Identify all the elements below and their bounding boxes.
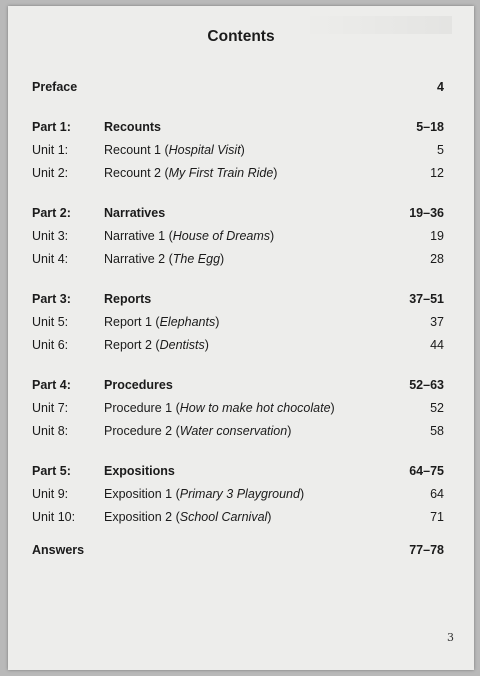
unit-topic: School Carnival — [179, 510, 268, 524]
unit-topic: Dentists — [159, 338, 205, 352]
unit-page: 58 — [430, 424, 444, 438]
unit-label: Unit 4: — [32, 252, 69, 266]
unit-topic: Primary 3 Playground — [179, 487, 300, 501]
unit-title: Procedure 1 (How to make hot chocolate) — [104, 401, 335, 415]
unit-topic: Elephants — [159, 315, 216, 329]
toc-unit-row — [32, 162, 444, 185]
page-number: 3 — [447, 631, 454, 644]
part-label: Part 5: — [32, 464, 71, 478]
unit-title: Narrative 2 (The Egg) — [104, 252, 225, 266]
unit-title-prefix: Report 2 — [104, 338, 156, 352]
unit-title-prefix: Recount 2 — [104, 166, 165, 180]
unit-label: Unit 8: — [32, 424, 69, 438]
unit-title: Recount 2 (My First Train Ride) — [104, 166, 278, 180]
unit-topic: How to make hot chocolate — [179, 401, 331, 415]
unit-page: 12 — [430, 166, 444, 180]
unit-label: Unit 1: — [32, 143, 69, 157]
preface-page: 4 — [437, 80, 444, 94]
unit-topic: Hospital Visit — [168, 143, 241, 157]
part-title: Procedures — [104, 378, 173, 392]
toc-unit-row — [32, 397, 444, 420]
unit-page: 19 — [430, 229, 444, 243]
unit-title: Report 2 (Dentists) — [104, 338, 209, 352]
part-pages: 64–75 — [409, 464, 444, 478]
answers-pages: 77–78 — [409, 543, 444, 557]
unit-page: 64 — [430, 487, 444, 501]
part-pages: 19–36 — [409, 206, 444, 220]
unit-title-prefix: Exposition 2 — [104, 510, 176, 524]
unit-page: 28 — [430, 252, 444, 266]
toc-answers-row — [32, 539, 444, 562]
unit-title-prefix: Procedure 2 — [104, 424, 176, 438]
part-title: Reports — [104, 292, 152, 306]
unit-label: Unit 3: — [32, 229, 69, 243]
toc-part-row — [32, 460, 444, 483]
toc-unit-row — [32, 483, 444, 506]
unit-label: Unit 5: — [32, 315, 69, 329]
unit-title: Report 1 (Elephants) — [104, 315, 220, 329]
part-label: Part 3: — [32, 292, 71, 306]
toc-part-row — [32, 116, 444, 139]
toc-unit-row — [32, 311, 444, 334]
unit-title: Recount 1 (Hospital Visit) — [104, 143, 245, 157]
unit-topic: The Egg — [172, 252, 221, 266]
unit-title-prefix: Recount 1 — [104, 143, 165, 157]
unit-label: Unit 7: — [32, 401, 69, 415]
unit-title-prefix: Procedure 1 — [104, 401, 176, 415]
part-title: Expositions — [104, 464, 175, 478]
unit-label: Unit 6: — [32, 338, 69, 352]
toc-unit-row — [32, 506, 444, 529]
unit-page: 71 — [430, 510, 444, 524]
toc-parts — [32, 116, 444, 529]
unit-title-prefix: Exposition 1 — [104, 487, 176, 501]
part-title: Narratives — [104, 206, 166, 220]
toc-unit-row — [32, 139, 444, 162]
part-label: Part 2: — [32, 206, 71, 220]
toc-unit-row — [32, 225, 444, 248]
toc-unit-row — [32, 248, 444, 271]
unit-page: 44 — [430, 338, 444, 352]
unit-page: 52 — [430, 401, 444, 415]
part-pages: 52–63 — [409, 378, 444, 392]
unit-label: Unit 9: — [32, 487, 69, 501]
unit-title-prefix: Narrative 2 — [104, 252, 169, 266]
unit-topic: House of Dreams — [172, 229, 271, 243]
toc-preface-row — [32, 76, 444, 99]
part-pages: 37–51 — [409, 292, 444, 306]
answers-label: Answers — [32, 543, 85, 557]
unit-title-prefix: Narrative 1 — [104, 229, 169, 243]
unit-title: Narrative 1 (House of Dreams) — [104, 229, 275, 243]
part-pages: 5–18 — [416, 120, 444, 134]
toc-unit-row — [32, 420, 444, 443]
table-of-contents — [32, 76, 444, 562]
unit-label: Unit 10: — [32, 510, 76, 524]
toc-part-row — [32, 288, 444, 311]
preface-label: Preface — [32, 80, 78, 94]
unit-topic: My First Train Ride — [168, 166, 274, 180]
toc-unit-row — [32, 334, 444, 357]
unit-topic: Water conservation — [179, 424, 288, 438]
unit-title: Exposition 1 (Primary 3 Playground) — [104, 487, 305, 501]
unit-page: 37 — [430, 315, 444, 329]
contents-page — [8, 6, 474, 670]
unit-page: 5 — [437, 143, 444, 157]
unit-label: Unit 2: — [32, 166, 69, 180]
part-label: Part 4: — [32, 378, 71, 392]
unit-title: Procedure 2 (Water conservation) — [104, 424, 292, 438]
toc-part-row — [32, 202, 444, 225]
unit-title-prefix: Report 1 — [104, 315, 156, 329]
toc-part-row — [32, 374, 444, 397]
part-title: Recounts — [104, 120, 161, 134]
page-title: Contents — [207, 28, 275, 45]
unit-title: Exposition 2 (School Carnival) — [104, 510, 272, 524]
part-label: Part 1: — [32, 120, 71, 134]
